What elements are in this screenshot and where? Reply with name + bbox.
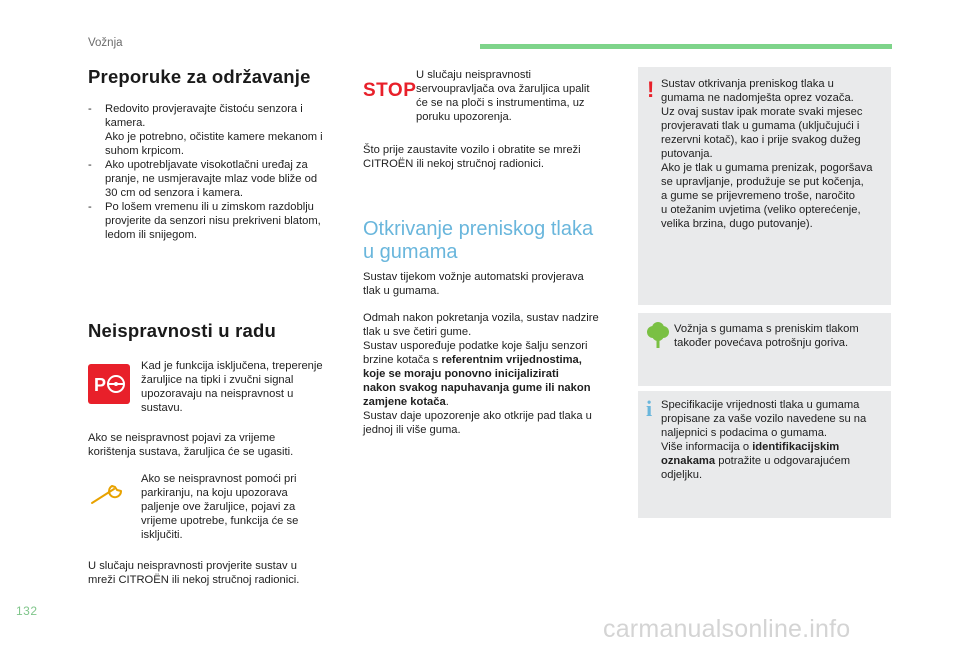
wrench-warning-text: Ako se neispravnost pomoći pri parkiranju, na koju upozorava paljenje ove žaruljice, pojavi za vrijeme upotrebe, funkcija će se isključiti. bbox=[141, 473, 299, 541]
warning-box bbox=[638, 67, 891, 305]
info-icon: i bbox=[646, 396, 653, 421]
eco-tree-icon bbox=[646, 321, 670, 349]
maintenance-item: - Redovito provjeravajte čistoću senzora i kamera. Ako je potrebno, očistite kamere mekanom i suhom krpicom. bbox=[88, 102, 353, 158]
maintenance-title: Preporuke za održavanje bbox=[88, 66, 311, 87]
tyre-section-title: Otkrivanje preniskog tlaka u gumama bbox=[363, 218, 594, 263]
section-label: Vožnja bbox=[88, 37, 123, 49]
warning-box-text: Sustav otkrivanja preniskog tlaka u gumama ne nadomješta oprez vozača. Uz ovaj sustav ipak morate svaki mjesec provjeravati tlak u gumama (uključujući i rezervni kotač), kao i prije svakog dužeg putovanja. Ako je tlak u gumama prenizak, pogoršava se upravljanje, produžuje se put kočenja, a gume se prijevremeno troše, naročito u otežanim uvjetima (veliko opterećenje, velika brzina, dugo putovanje). bbox=[661, 78, 873, 230]
watermark: carmanualsonline.info bbox=[603, 615, 851, 643]
tyre-detail-paragraph: Odmah nakon pokretanja vozila, sustav nadzire tlak u sve četiri gume. Sustav uspoređuje podatke koje šalju senzori brzine kotača s referentnim vrijednostima, koje se moraju ponovno inicijalizirati nakon svakog napuhavanja gume ili nakon zamjene kotača. Sustav daje upozorenje ako otkrije pad tlaka u jednoj ili više guma. bbox=[363, 312, 599, 436]
eco-box-text: Vožnja s gumama s preniskim tlakom također povećava potrošnju goriva. bbox=[674, 323, 859, 349]
exclamation-icon: ! bbox=[647, 77, 655, 102]
faults-warning-text: Kad je funkcija isključena, treperenje žaruljice na tipki i zvučni signal upozoravaju na neispravnost u sustavu. bbox=[141, 360, 323, 414]
eco-box bbox=[638, 313, 891, 386]
stop-icon: STOP bbox=[363, 80, 417, 101]
faults-paragraph: Ako se neispravnost pojavi za vrijeme korištenja sustava, žaruljica će se ugasiti. bbox=[88, 432, 294, 458]
section-accent-bar bbox=[480, 44, 892, 49]
page-number: 132 bbox=[16, 604, 38, 618]
faults-title: Neispravnosti u radu bbox=[88, 320, 277, 341]
maintenance-item: - Po lošem vremenu ili u zimskom razdoblju provjerite da senzori nisu prekriveni blatom, ledom ili snijegom. bbox=[88, 200, 353, 242]
tyre-paragraph: Sustav tijekom vožnje automatski provjerava tlak u gumama. bbox=[363, 271, 584, 297]
faults-closing-paragraph: U slučaju neispravnosti provjerite sustav u mreži CITROËN ili nekoj stručnoj radionici. bbox=[88, 560, 300, 586]
info-box bbox=[638, 391, 891, 518]
stop-warning-text: U slučaju neispravnosti servoupravljača ova žaruljica upalit će se na ploči s instrumentima, uz poruku upozorenja. bbox=[416, 69, 590, 123]
maintenance-item: - Ako upotrebljavate visokotlačni uređaj za pranje, ne usmjeravajte mlaz vode bliže od 30 cm od senzora i kamera. bbox=[88, 158, 353, 200]
info-box-text: Specifikacije vrijednosti tlaka u gumama propisane za vaše vozilo navedene su na naljepnici s podacima o gumama. Više informacija o identifikacijskim oznakama potražite u odgovarajućem odjeljku. bbox=[661, 399, 867, 481]
stop-instruction: Što prije zaustavite vozilo i obratite se mreži CITROËN ili nekoj stručnoj radionici. bbox=[363, 144, 581, 170]
maintenance-list bbox=[88, 102, 353, 242]
svg-text:P: P bbox=[94, 375, 107, 395]
parking-steering-warning-icon bbox=[88, 364, 130, 404]
wrench-icon bbox=[90, 480, 130, 506]
